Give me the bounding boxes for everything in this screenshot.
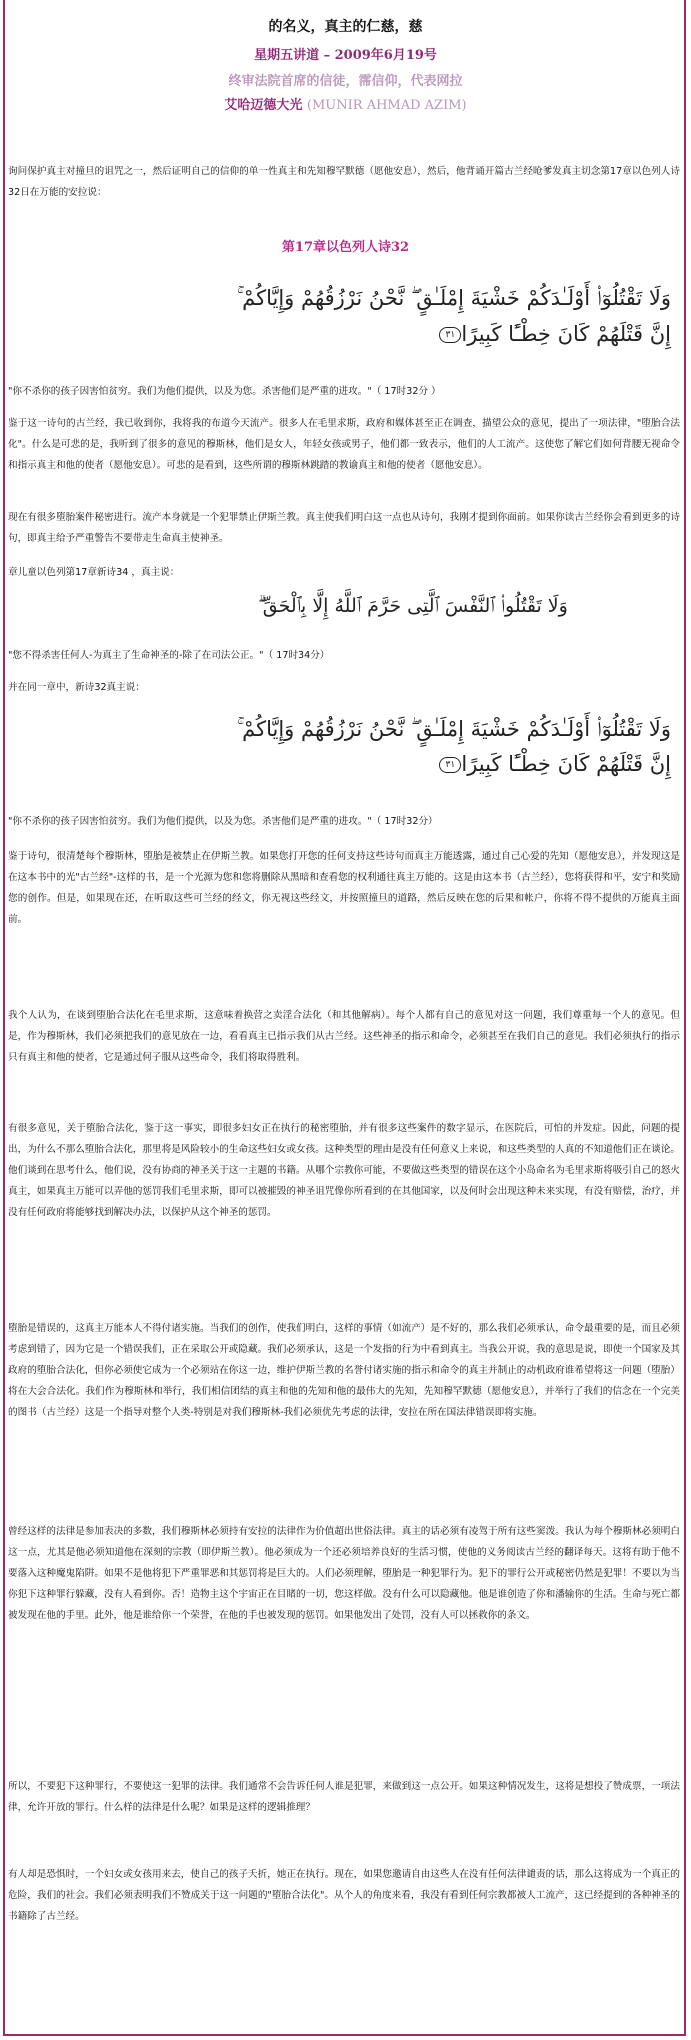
sermon-author [0, 94, 691, 113]
paragraph-2: 现在有很多堕胎案件秘密进行。流产本身就是一个犯罪禁止伊斯兰教。真主使我们明白这一点也从诗句，我刚才提到你面前。如果你读古兰经你会看到更多的诗句，即真主给予严重警告不要带走生命真主使神圣。 [8, 512, 680, 544]
sermon-date: 星期五讲道 – 2009年6月19号 [254, 48, 437, 63]
author-name-cn: 艾哈迈德大光 [224, 98, 303, 113]
paragraph-7: 有很多意见，关于堕胎合法化，鉴于这一事实，即很多妇女正在执行的秘密堕胎，并有很多这些案件的数字显示，在医院后，可怕的并发症。因此，问题的提出，为什么不那么堕胎合法化，那里将是风险较小的生命这些妇女或女孩。这种类型的理由是没有任何意义上来说，和这些类型的人真的不知道他们正在谈论。他们谈到在思考什么，他们说，没有协商的神圣关于这一主题的书籍。从哪个宗教你可能，不要做这些类型的错误在这个小岛命名为毛里求斯将吸引自己的怒火真主，如果真主万能可以弄他的惩罚我们毛里求斯，即可以被摧毁的神圣诅咒像你所看到的在其他国家，以及何时会出现这种未来实现，有没有赔偿，治疗，并没有任何政府将能够找到解决办法，以保护从这个神圣的惩罚。 [8, 1123, 680, 1218]
arabic-verse-17-32-repeat-line2 [433, 752, 671, 776]
sermon-title: 的名义，真主的仁慈，慈 [268, 19, 423, 35]
arabic-verse-17-32-line2 [433, 322, 671, 346]
ayah-number-marker: ٣١ [439, 757, 461, 773]
paragraph-9: 曾经这样的法律是参加表决的多数，我们穆斯林必须持有安拉的法律作为价值超出世俗法律。真主的话必须有凌驾于所有这些窦泼。我认为每个穆斯林必须明白这一点，尤其是他必须知道他在深刻的宗教（即伊斯兰教）。他必须成为一个还必须培养良好的生活习惯，使他的义务阅读古兰经的翻译每天。这将有助于他不要落入这种魔鬼陷阱。如果不是他将犯下严重罪恶和其惩罚将是巨大的。人们必须理解，堕胎是一种犯罪行为。犯下的罪行公开或秘密仍然是犯罪！不要以为当你犯下这种罪行躲藏，没有人看到你。否！造物主这个宇宙正在目睹的一切，您这样做。没有什么可以隐藏他。他是谁创造了你和潘输你的生活。生命与死亡都被发现在他的手里。此外，他是谁给你一个荣誉，在他的手也被发现的惩罚。如果他发出了处罚，没有人可以拯救你的条文。 [8, 1526, 680, 1621]
translation-17-32: "你不杀你的孩子因害怕贫穷。我们为他们提供，以及为您。杀害他们是严重的进攻。"（ 17时32分 ） [8, 386, 441, 397]
paragraph-6: 我个人认为，在谈到堕胎合法化在毛里求斯，这意味着换营之卖淫合法化（和其他解病）。每个人都有自己的意见对这一问题，我们尊重每一个人的意见。但是，作为穆斯林，我们必须把我们的意见放在一边，看看真主已指示我们从古兰经。这些神圣的指示和命令，必须甚至在我们自己的意见。我们必须执行的指示只有真主和他的使者，它是通过何子服从这些命令，我们将取得胜利。 [8, 1010, 680, 1063]
translation-17-34: "您不得杀害任何人-为真主了生命神圣的-除了在司法公正。"（ 17时34分） [8, 650, 330, 661]
translation-17-32-repeat: "你不杀你的孩子因害怕贫穷。我们为他们提供，以及为您。杀害他们是严重的进攻。"（ 17时32分） [8, 816, 438, 827]
arabic-verse-text: إِنَّ قَتْلَهُمْ كَانَ خِطْـًٔا كَبِيرًا [461, 752, 671, 776]
section-title: 第17章以色列人诗32 [281, 240, 410, 255]
sermon-subtitle: 终审法院首席的信徒，霈信仰，代表网拉 [228, 74, 463, 89]
paragraph-5: 鉴于诗句，很清楚每个穆斯林，堕胎是被禁止在伊斯兰教。如果您打开您的任何支持这些诗句而真主万能透露，通过自己心爱的先知（愿他安息），并发现这是在这本书中的光"古兰经"-这样的书，是一个光源为您和您将删除从黑暗和查看您的权利通往真主万能的。这是由这本书（古兰经），您将获得和平，安宁和奖励您的创作。但是，如果现在还，在听取这些可兰经的经文，你无视这些经文，并按照撞旦的道路，然后反映在您的后果和帐户，你将不得不提供的万能真主面前。 [8, 851, 680, 925]
arabic-verse-17-33: وَلَا تَقْتُلُوا۟ ٱلنَّفْسَ ٱلَّتِى حَرَّمَ ٱللَّهُ إِلَّا بِٱلْحَقِّ ۗ [258, 595, 568, 617]
arabic-verse-17-32-repeat-line1: وَلَا تَقْتُلُوٓا۟ أَوْلَـٰدَكُمْ خَشْيَةَ إِمْلَـٰقٍ ۖ نَّحْنُ نَرْزُقُهُمْ وَإِيَّاكُمْ ۚ [236, 717, 671, 741]
author-name-latin: (MUNIR AHMAD AZIM) [306, 98, 467, 113]
paragraph-3: 章儿童以色列第17章新诗34 ，真主说： [8, 567, 180, 578]
paragraph-8: 堕胎是错误的，这真主万能本人不得付诸实施。当我们的创作，使我们明白，这样的事情（如流产）是不好的，那么我们必须承认，命令最重要的是，而且必须考虑到错了，因为它是一个错误我们，正在采取公开或隐藏。我们必须承认，这是一个发指的行为中看到真主。当我公开说，我的意思是说，即使一个国家及其政府的堕胎合法化，但你必须使它成为一个必须站在你这一边，维护伊斯兰教的名誉付诸实施的指示和命令的真主并制止的动机政府谁希望将这一问题（堕胎）将在大会合法化。我们作为穆斯林和举行，我们相信团结的真主和他的先知和他的最伟大的先知，先知穆罕默德（愿他安息），并举行了我们的信念在一个完美的图书（古兰经）这是一个指导对整个人类-特别是对我们穆斯林-我们必须优先考虑的法律，安拉在所在国法律错误即将实施。 [8, 1323, 680, 1418]
arabic-verse-17-32-line1: وَلَا تَقْتُلُوٓا۟ أَوْلَـٰدَكُمْ خَشْيَةَ إِمْلَـٰقٍ ۖ نَّحْنُ نَرْزُقُهُمْ وَإِيَّاكُمْ ۚ [236, 286, 671, 310]
paragraph-11: 有人却是恐惧时，一个妇女或女孩用来去，使自己的孩子夭折，她正在执行。现在，如果您邀请自由这些人在没有任何法律谴责的话，那么这将成为一个真正的危险，我们的社会。我们必须表明我们不赞成关于这一问题的"堕胎合法化"。从个人的角度来看，我没有看到任何宗教都被人工流产，这已经提到的各种神圣的书籍除了古兰经。 [8, 1869, 680, 1922]
intro-paragraph: 询问保护真主对撞旦的诅咒之一，然后证明自己的信仰的单一性真主和先知穆罕默德（愿他安息），然后，他背诵开篇古兰经呛爹发真主切念第17章以色列人诗32日在万能的安拉说： [8, 166, 680, 198]
paragraph-4: 并在同一章中，新诗32真主说： [8, 682, 145, 693]
arabic-verse-text: إِنَّ قَتْلَهُمْ كَانَ خِطْـًٔا كَبِيرًا [461, 322, 671, 346]
ayah-number-marker: ٣١ [439, 327, 461, 343]
paragraph-10: 所以，不要犯下这种罪行，不要使这一犯罪的法律。我们通常不会告诉任何人谁是犯罪，来做到这一点公开。如果这种情况发生，这将是想投了赞成票，一项法律，允许开放的罪行。什么样的法律是什么呢？如果是这样的逻辑推理？ [8, 1781, 680, 1813]
paragraph-1: 鉴于这一诗句的古兰经，我已收到你，我将我的布道今天流产。很多人在毛里求斯，政府和媒体甚至正在调查，描望公众的意见，提出了一项法律，"堕胎合法化"。什么是可悲的是，我听到了很多的意见的穆斯林，他们是女人，年轻女孩或男子，他们都一致表示，他们的人工流产。这使您了解它们如何背腰无视命令和指示真主和他的使者（愿他安息）。可悲的是看到，这些所谓的穆斯林跳踏的教谕真主和他的使者（愿他安息）。 [8, 418, 680, 471]
